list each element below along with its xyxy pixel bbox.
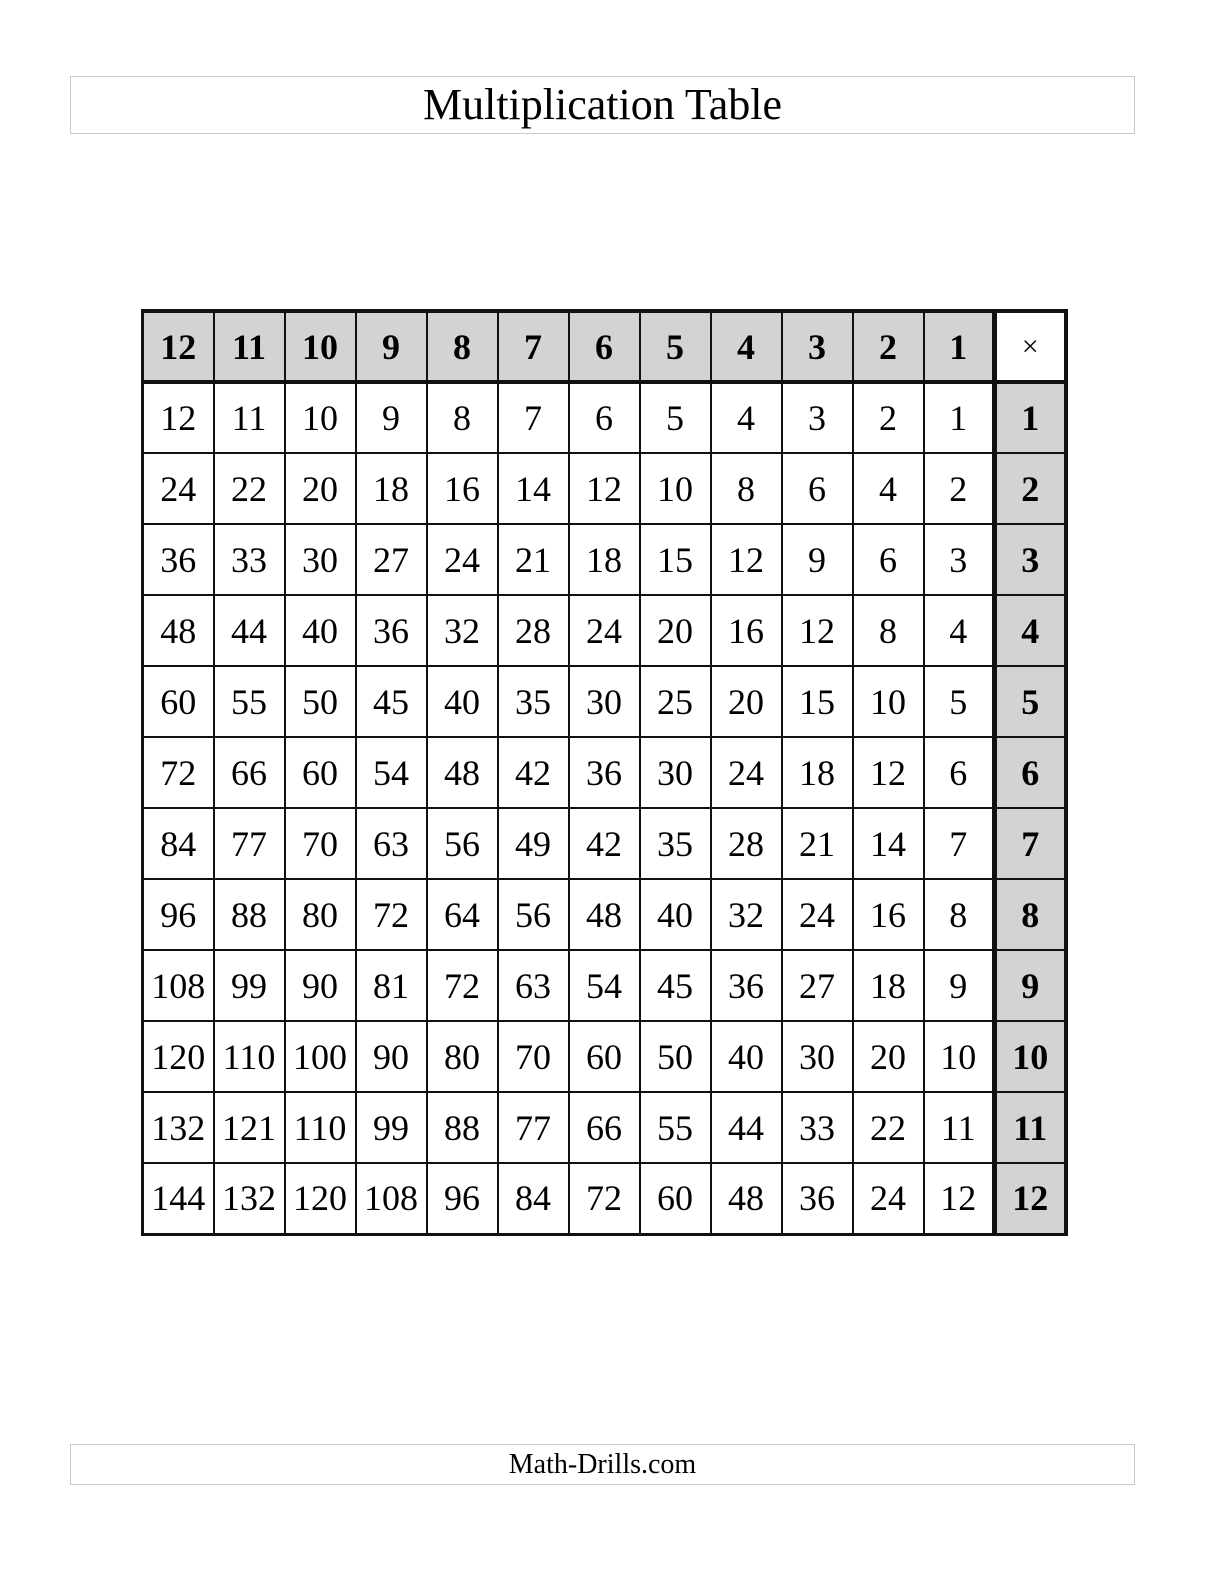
product-cell: 10 (853, 666, 924, 737)
product-cell: 48 (569, 879, 640, 950)
product-cell: 32 (711, 879, 782, 950)
product-cell: 66 (569, 1092, 640, 1163)
product-cell: 27 (356, 524, 427, 595)
product-cell: 40 (640, 879, 711, 950)
product-cell: 8 (924, 879, 995, 950)
product-cell: 72 (143, 737, 214, 808)
column-header-cell: 12 (143, 311, 214, 382)
row-header-cell: 1 (995, 382, 1066, 453)
product-cell: 49 (498, 808, 569, 879)
column-header-cell: 10 (285, 311, 356, 382)
product-cell: 50 (640, 1021, 711, 1092)
table-row (143, 1163, 1066, 1234)
product-cell: 3 (782, 382, 853, 453)
column-header-cell: 2 (853, 311, 924, 382)
product-cell: 15 (782, 666, 853, 737)
product-cell: 22 (853, 1092, 924, 1163)
product-cell: 8 (711, 453, 782, 524)
product-cell: 2 (853, 382, 924, 453)
product-cell: 25 (640, 666, 711, 737)
product-cell: 84 (143, 808, 214, 879)
product-cell: 80 (285, 879, 356, 950)
product-cell: 12 (924, 1163, 995, 1234)
product-cell: 10 (924, 1021, 995, 1092)
column-header-cell: 6 (569, 311, 640, 382)
product-cell: 64 (427, 879, 498, 950)
row-header-cell: 9 (995, 950, 1066, 1021)
product-cell: 6 (569, 382, 640, 453)
product-cell: 24 (853, 1163, 924, 1234)
table-row (143, 453, 1066, 524)
product-cell: 60 (569, 1021, 640, 1092)
table-row (143, 808, 1066, 879)
product-cell: 96 (427, 1163, 498, 1234)
column-header-cell: 7 (498, 311, 569, 382)
product-cell: 110 (285, 1092, 356, 1163)
product-cell: 24 (782, 879, 853, 950)
product-cell: 121 (214, 1092, 285, 1163)
multiplication-table (141, 309, 1068, 1236)
product-cell: 24 (569, 595, 640, 666)
product-cell: 30 (569, 666, 640, 737)
column-header-cell: 5 (640, 311, 711, 382)
row-header-cell: 5 (995, 666, 1066, 737)
product-cell: 12 (782, 595, 853, 666)
row-header-cell: 6 (995, 737, 1066, 808)
product-cell: 10 (640, 453, 711, 524)
product-cell: 20 (711, 666, 782, 737)
column-header-row (143, 311, 1066, 382)
product-cell: 18 (853, 950, 924, 1021)
footer-box (70, 1444, 1135, 1485)
product-cell: 12 (143, 382, 214, 453)
product-cell: 35 (640, 808, 711, 879)
product-cell: 12 (569, 453, 640, 524)
product-cell: 99 (356, 1092, 427, 1163)
product-cell: 10 (285, 382, 356, 453)
product-cell: 20 (285, 453, 356, 524)
product-cell: 2 (924, 453, 995, 524)
product-cell: 28 (711, 808, 782, 879)
product-cell: 40 (427, 666, 498, 737)
product-cell: 60 (285, 737, 356, 808)
product-cell: 56 (427, 808, 498, 879)
product-cell: 44 (711, 1092, 782, 1163)
product-cell: 18 (356, 453, 427, 524)
product-cell: 144 (143, 1163, 214, 1234)
table-row (143, 879, 1066, 950)
product-cell: 54 (569, 950, 640, 1021)
footer-text: Math-Drills.com (508, 1448, 697, 1480)
product-cell: 88 (214, 879, 285, 950)
product-cell: 120 (285, 1163, 356, 1234)
product-cell: 54 (356, 737, 427, 808)
product-cell: 12 (711, 524, 782, 595)
product-cell: 8 (427, 382, 498, 453)
product-cell: 96 (143, 879, 214, 950)
table-row (143, 666, 1066, 737)
product-cell: 8 (853, 595, 924, 666)
product-cell: 48 (143, 595, 214, 666)
product-cell: 108 (143, 950, 214, 1021)
product-cell: 6 (924, 737, 995, 808)
product-cell: 36 (356, 595, 427, 666)
product-cell: 21 (498, 524, 569, 595)
row-header-cell: 11 (995, 1092, 1066, 1163)
product-cell: 33 (214, 524, 285, 595)
product-cell: 7 (924, 808, 995, 879)
row-header-cell: 4 (995, 595, 1066, 666)
product-cell: 6 (782, 453, 853, 524)
column-header-cell: 4 (711, 311, 782, 382)
row-header-cell: 10 (995, 1021, 1066, 1092)
row-header-cell: 7 (995, 808, 1066, 879)
product-cell: 1 (924, 382, 995, 453)
product-cell: 36 (143, 524, 214, 595)
product-cell: 80 (427, 1021, 498, 1092)
product-cell: 42 (569, 808, 640, 879)
product-cell: 36 (782, 1163, 853, 1234)
product-cell: 11 (214, 382, 285, 453)
product-cell: 77 (214, 808, 285, 879)
product-cell: 14 (498, 453, 569, 524)
product-cell: 132 (214, 1163, 285, 1234)
product-cell: 30 (640, 737, 711, 808)
product-cell: 4 (853, 453, 924, 524)
product-cell: 70 (285, 808, 356, 879)
product-cell: 5 (640, 382, 711, 453)
product-cell: 45 (640, 950, 711, 1021)
product-cell: 90 (285, 950, 356, 1021)
product-cell: 14 (853, 808, 924, 879)
column-header-cell: 9 (356, 311, 427, 382)
column-header-cell: 11 (214, 311, 285, 382)
product-cell: 84 (498, 1163, 569, 1234)
product-cell: 66 (214, 737, 285, 808)
product-cell: 9 (356, 382, 427, 453)
row-header-cell: 2 (995, 453, 1066, 524)
page-title: Multiplication Table (422, 80, 783, 129)
product-cell: 5 (924, 666, 995, 737)
row-header-cell: 12 (995, 1163, 1066, 1234)
product-cell: 108 (356, 1163, 427, 1234)
corner-times-cell: × (995, 311, 1066, 382)
product-cell: 99 (214, 950, 285, 1021)
product-cell: 16 (711, 595, 782, 666)
product-cell: 24 (711, 737, 782, 808)
product-cell: 27 (782, 950, 853, 1021)
product-cell: 48 (427, 737, 498, 808)
table-row (143, 382, 1066, 453)
product-cell: 132 (143, 1092, 214, 1163)
column-header-cell: 8 (427, 311, 498, 382)
product-cell: 63 (498, 950, 569, 1021)
table-row (143, 595, 1066, 666)
column-header-cell: 3 (782, 311, 853, 382)
product-cell: 72 (569, 1163, 640, 1234)
product-cell: 15 (640, 524, 711, 595)
product-cell: 120 (143, 1021, 214, 1092)
product-cell: 28 (498, 595, 569, 666)
product-cell: 90 (356, 1021, 427, 1092)
product-cell: 88 (427, 1092, 498, 1163)
product-cell: 12 (853, 737, 924, 808)
product-cell: 72 (356, 879, 427, 950)
product-cell: 21 (782, 808, 853, 879)
product-cell: 55 (214, 666, 285, 737)
product-cell: 45 (356, 666, 427, 737)
table-row (143, 1021, 1066, 1092)
table-row (143, 524, 1066, 595)
product-cell: 9 (782, 524, 853, 595)
product-cell: 40 (711, 1021, 782, 1092)
product-cell: 50 (285, 666, 356, 737)
product-cell: 60 (640, 1163, 711, 1234)
title-box (70, 76, 1135, 134)
table-row (143, 737, 1066, 808)
product-cell: 20 (640, 595, 711, 666)
product-cell: 16 (853, 879, 924, 950)
row-header-cell: 8 (995, 879, 1066, 950)
product-cell: 16 (427, 453, 498, 524)
product-cell: 9 (924, 950, 995, 1021)
product-cell: 70 (498, 1021, 569, 1092)
product-cell: 35 (498, 666, 569, 737)
row-header-cell: 3 (995, 524, 1066, 595)
table-row (143, 950, 1066, 1021)
product-cell: 100 (285, 1021, 356, 1092)
product-cell: 20 (853, 1021, 924, 1092)
product-cell: 55 (640, 1092, 711, 1163)
product-cell: 24 (427, 524, 498, 595)
table-row (143, 1092, 1066, 1163)
product-cell: 30 (782, 1021, 853, 1092)
product-cell: 6 (853, 524, 924, 595)
product-cell: 77 (498, 1092, 569, 1163)
product-cell: 18 (782, 737, 853, 808)
product-cell: 24 (143, 453, 214, 524)
product-cell: 22 (214, 453, 285, 524)
product-cell: 11 (924, 1092, 995, 1163)
product-cell: 3 (924, 524, 995, 595)
column-header-cell: 1 (924, 311, 995, 382)
product-cell: 48 (711, 1163, 782, 1234)
product-cell: 81 (356, 950, 427, 1021)
product-cell: 4 (711, 382, 782, 453)
product-cell: 56 (498, 879, 569, 950)
product-cell: 30 (285, 524, 356, 595)
product-cell: 7 (498, 382, 569, 453)
product-cell: 44 (214, 595, 285, 666)
product-cell: 40 (285, 595, 356, 666)
product-cell: 72 (427, 950, 498, 1021)
product-cell: 18 (569, 524, 640, 595)
product-cell: 36 (569, 737, 640, 808)
product-cell: 4 (924, 595, 995, 666)
product-cell: 36 (711, 950, 782, 1021)
multiplication-table-body (143, 311, 1066, 1234)
product-cell: 110 (214, 1021, 285, 1092)
product-cell: 63 (356, 808, 427, 879)
product-cell: 33 (782, 1092, 853, 1163)
product-cell: 60 (143, 666, 214, 737)
product-cell: 32 (427, 595, 498, 666)
product-cell: 42 (498, 737, 569, 808)
